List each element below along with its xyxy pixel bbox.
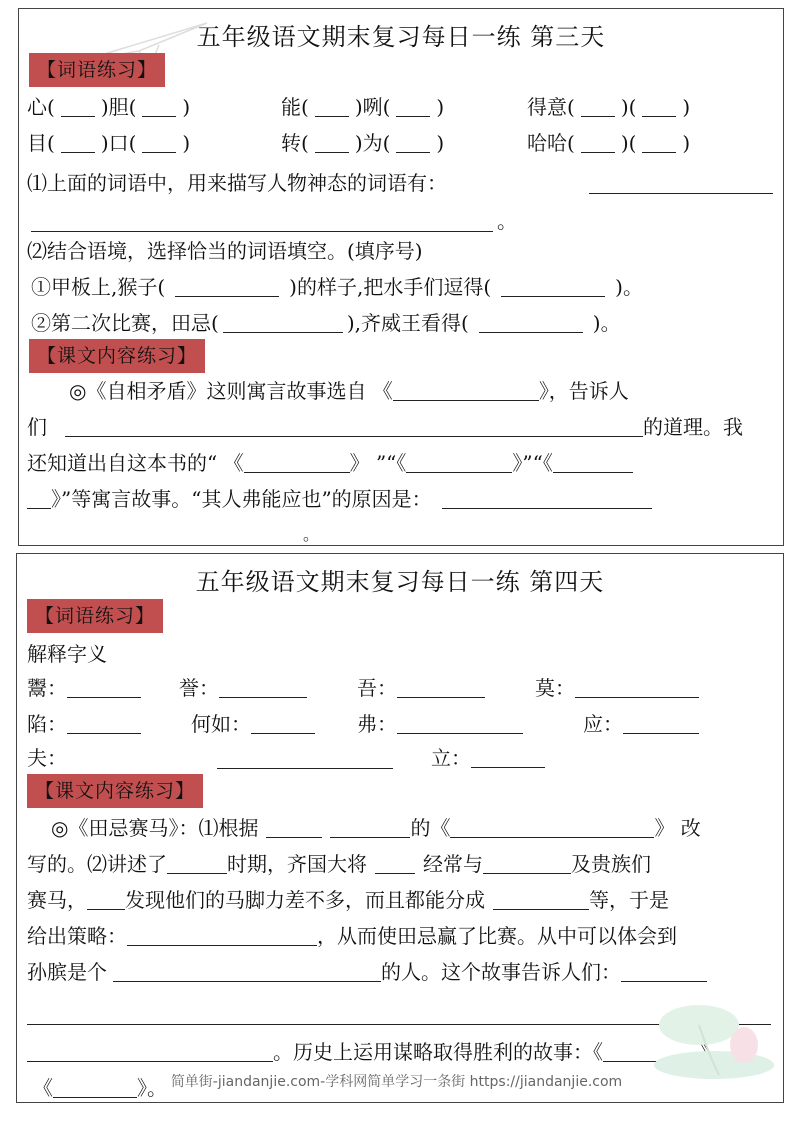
- day4-row-1c: 吾：: [357, 674, 485, 702]
- day4-title: 五年级语文期末复习每日一练 第四天: [195, 568, 605, 596]
- answer-blank[interactable]: [589, 193, 773, 194]
- day3-words-row-1c: 得意( )( ): [527, 95, 691, 119]
- day4-text-tag: 【课文内容练习】: [27, 774, 203, 808]
- day4-explain-label: 解释字义: [27, 642, 107, 666]
- lotus-decoration-icon: [649, 985, 779, 1085]
- day3-question-2: ⑵结合语境，选择恰当的词语填空。(填序号): [27, 239, 423, 263]
- day4-row-2d: 应：: [583, 710, 699, 738]
- day4-text-line-4: 给出策略： ，从而使田忌赢了比赛。从中可以体会到: [27, 924, 677, 948]
- day3-words-row-2c: 哈哈( )( ): [527, 131, 691, 155]
- day4-text-line-1: ◎《田忌赛马》：⑴根据 的《 》 改: [51, 816, 701, 840]
- day4-row-2c: 弗：: [357, 710, 523, 738]
- day4-text-line-5: 孙膑是个 的人。这个故事告诉人们：: [27, 958, 707, 986]
- day4-text-line-8: 《 》。: [33, 1076, 167, 1100]
- day3-text-line-2: 们 的道理。我: [27, 415, 743, 439]
- day3-words-row-1: 心( )胆( ): [27, 95, 191, 119]
- day4-text-line-7: 。历史上运用谋略取得胜利的故事：《: [27, 1038, 719, 1066]
- answer-blank[interactable]: [217, 768, 393, 769]
- day4-row-2: 陷：: [27, 710, 141, 738]
- period: 。: [497, 209, 517, 233]
- day3-question-1: ⑴上面的词语中，用来描写人物神态的词语有：: [27, 171, 447, 195]
- day3-vocab-tag: 【词语练习】: [29, 53, 165, 87]
- day4-vocab-tag: 【词语练习】: [27, 599, 163, 633]
- day3-title: 五年级语文期末复习每日一练 第三天: [196, 23, 606, 51]
- day4-text-line-2: 写的。⑵讲述了 时期，齐国大将 经常与 及贵族们: [27, 852, 651, 876]
- day4-row-2b: 何如：: [191, 710, 315, 738]
- day4-text-line-3: 赛马， 发现他们的马脚力差不多，而且都能分成 等，于是: [27, 888, 669, 912]
- day3-words-row-2b: 转( )为( ): [281, 131, 445, 155]
- day4-row-1: 鬻：: [27, 674, 141, 702]
- day4-row-3: 夫：: [27, 746, 67, 770]
- day4-row-1b: 誉：: [179, 674, 307, 702]
- day3-q2-item-2: ②第二次比赛，田忌( ),齐威王看得( )。: [31, 311, 621, 335]
- answer-blank[interactable]: [31, 231, 493, 232]
- day4-row-3b: 立：: [431, 744, 545, 772]
- day3-text-line-4: 》”等寓言故事。“其人弗能应也”的原因是：: [27, 485, 652, 513]
- day3-q2-item-1: ①甲板上,猴子( )的样子,把水手们逗得( )。: [31, 275, 643, 299]
- day3-words-row-1b: 能( )咧( ): [281, 95, 445, 119]
- day4-row-1d: 莫：: [535, 674, 699, 702]
- day3-text-line-1: ◎《自相矛盾》这则寓言故事选自 《 》，告诉人: [69, 379, 629, 403]
- watermark: 简单街-jiandanjie.com-学科网简单学习一条街 https://jiandanjie.com: [170, 1074, 623, 1090]
- day3-words-row-2: 目( )口( ): [27, 131, 191, 155]
- period: 。: [303, 525, 320, 544]
- day3-text-tag: 【课文内容练习】: [29, 339, 205, 373]
- day3-card: [18, 8, 784, 546]
- day3-text-line-3: 还知道出自这本书的“ 《 》 ”“《 》”“《: [27, 449, 633, 477]
